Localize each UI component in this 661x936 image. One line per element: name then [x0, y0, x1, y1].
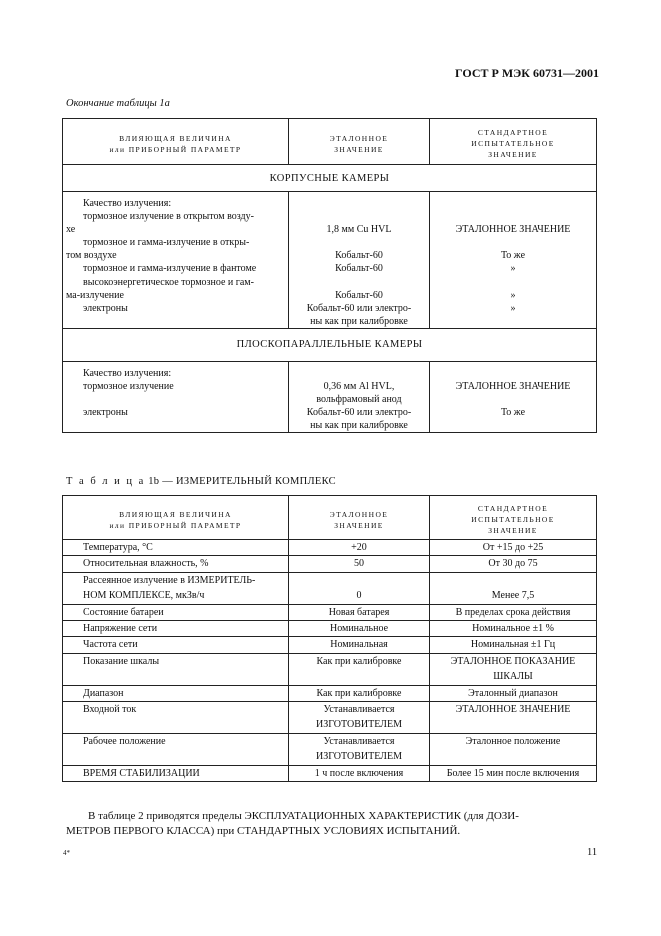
standard-value-cell: ЭТАЛОННОЕ ЗНАЧЕНИЕ [430, 702, 597, 734]
reference-value-cell: Номинальное [289, 621, 430, 637]
standard-value-cell: Эталонное положение [430, 733, 597, 765]
parameter-cell: Состояние батареи [63, 604, 289, 620]
parameter-cell: Относительная влажность, % [63, 556, 289, 572]
reference-value-cell: Как при калибровке [289, 685, 430, 701]
table-row [63, 621, 597, 637]
parameter-cell: Напряжение сети [63, 621, 289, 637]
parameter-cell: Рассеянное излучение в ИЗМЕРИТЕЛЬ- НОМ КОМПЛЕКСЕ, мкЗв/ч [63, 572, 289, 604]
section1-standard-values: ЭТАЛОННОЕ ЗНАЧЕНИЕ То же » » » [430, 192, 597, 329]
standard-value-cell: От +15 до +25 [430, 540, 597, 556]
reference-value-cell: Устанавливается ИЗГОТОВИТЕЛЕМ [289, 733, 430, 765]
table-row [63, 604, 597, 620]
table-1b-caption: Т а б л и ц а 1b — ИЗМЕРИТЕЛЬНЫЙ КОМПЛЕКС [66, 476, 336, 487]
standard-code: ГОСТ Р МЭК 60731—2001 [455, 66, 599, 80]
table-1b-body [63, 540, 597, 782]
column-header-standard-test-value: СТАНДАРТНОЕ ИСПЫТАТЕЛЬНОЕ ЗНАЧЕНИЕ [430, 496, 597, 540]
column-header-parameter: ВЛИЯЮЩАЯ ВЕЛИЧИНА или ПРИБОРНЫЙ ПАРАМЕТР [63, 119, 289, 165]
column-header-reference-value: ЭТАЛОННОЕ ЗНАЧЕНИЕ [289, 496, 430, 540]
reference-value-cell: Как при калибровке [289, 653, 430, 685]
reference-value-cell: Новая батарея [289, 604, 430, 620]
standard-value-cell: Эталонный диапазон [430, 685, 597, 701]
column-header-parameter: ВЛИЯЮЩАЯ ВЕЛИЧИНА или ПРИБОРНЫЙ ПАРАМЕТР [63, 496, 289, 540]
parameter-cell: Входной ток [63, 702, 289, 734]
standard-value-cell: Номинальная ±1 Гц [430, 637, 597, 653]
section1-parameters: Качество излучения: тормозное излучение в открытом возду- хе тормозное и гамма-излучение в откры- том воздухе тормозное и гамма-излучение в фантоме высокоэнергетическое тормозное и гам- ма-излучение электроны [63, 192, 289, 329]
standard-value-cell: Менее 7,5 [430, 572, 597, 604]
table-row [63, 685, 597, 701]
table-row [63, 637, 597, 653]
section-title-cavity-chambers: КОРПУСНЫЕ КАМЕРЫ [63, 165, 597, 192]
table-1b-measuring-assembly [62, 495, 597, 782]
column-header-reference-value: ЭТАЛОННОЕ ЗНАЧЕНИЕ [289, 119, 430, 165]
reference-value-cell: Устанавливается ИЗГОТОВИТЕЛЕМ [289, 702, 430, 734]
section1-reference-values: 1,8 мм Cu HVL Кобальт-60 Кобальт-60 Кобальт-60 Кобальт-60 или электро- ны как при калибровке [289, 192, 430, 329]
parameter-cell: Рабочее положение [63, 733, 289, 765]
standard-value-cell: Номинальное ±1 % [430, 621, 597, 637]
parameter-cell: Показание шкалы [63, 653, 289, 685]
section2-reference-values: 0,36 мм Al HVL, вольфрамовый анод Кобальт-60 или электро- ны как при калибровке [289, 361, 430, 432]
reference-value-cell: 50 [289, 556, 430, 572]
standard-value-cell: В пределах срока действия [430, 604, 597, 620]
section2-standard-values: ЭТАЛОННОЕ ЗНАЧЕНИЕ То же [430, 361, 597, 432]
section-title-parallel-plate-chambers: ПЛОСКОПАРАЛЛЕЛЬНЫЕ КАМЕРЫ [63, 328, 597, 361]
standard-value-cell: От 30 до 75 [430, 556, 597, 572]
parameter-cell: ВРЕМЯ СТАБИЛИЗАЦИИ [63, 765, 289, 781]
table-1a-continuation [62, 118, 597, 433]
table-row [63, 702, 597, 734]
reference-value-cell: +20 [289, 540, 430, 556]
reference-value-cell: 1 ч после включения [289, 765, 430, 781]
table-row [63, 556, 597, 572]
parameter-cell: Частота сети [63, 637, 289, 653]
table-row [63, 653, 597, 685]
table-row [63, 765, 597, 781]
page-number: 11 [587, 847, 598, 858]
column-header-standard-test-value: СТАНДАРТНОЕ ИСПЫТАТЕЛЬНОЕ ЗНАЧЕНИЕ [430, 119, 597, 165]
body-paragraph: В таблице 2 приводятся пределы ЭКСПЛУАТАЦИОННЫХ ХАРАКТЕРИСТИК (для ДОЗИ- МЕТРОВ ПЕРВОГО КЛАССА) при СТАНДАРТНЫХ УСЛОВИЯХ ИСПЫТАНИЙ. [66, 810, 519, 837]
sheet-mark: 4* [63, 849, 70, 857]
table-row [63, 572, 597, 604]
standard-value-cell: ЭТАЛОННОЕ ПОКАЗАНИЕ ШКАЛЫ [430, 653, 597, 685]
table-row [63, 540, 597, 556]
section2-parameters: Качество излучения: тормозное излучение электроны [63, 361, 289, 432]
reference-value-cell: 0 [289, 572, 430, 604]
standard-value-cell: Более 15 мин после включения [430, 765, 597, 781]
parameter-cell: Температура, °С [63, 540, 289, 556]
table-row [63, 733, 597, 765]
table-continuation-caption: Окончание таблицы 1а [66, 98, 170, 109]
parameter-cell: Диапазон [63, 685, 289, 701]
reference-value-cell: Номинальная [289, 637, 430, 653]
